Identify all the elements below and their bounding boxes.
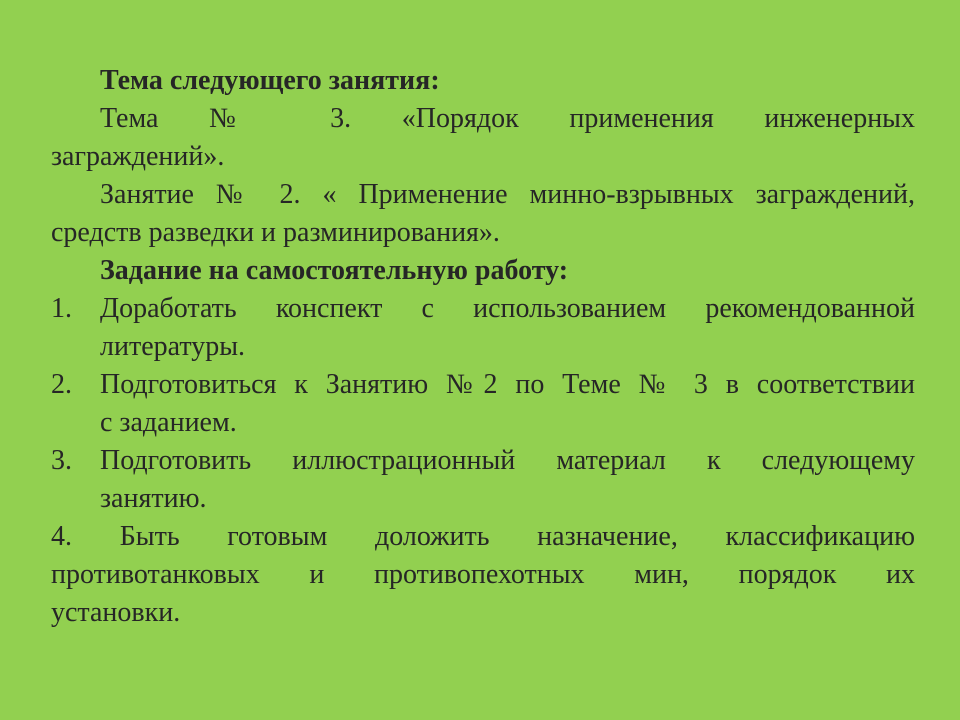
task-item-2 — [51, 366, 915, 442]
task-number: 3. — [51, 445, 72, 476]
task-text-line-2: с заданием. — [100, 407, 237, 438]
task-text — [100, 290, 915, 366]
task4-line-3: установки. — [51, 597, 181, 628]
lesson-paragraph — [51, 176, 915, 252]
task-text-line-1: Подготовить иллюстрационный материал к следующему — [100, 445, 915, 476]
task-text-line-2: литературы. — [100, 331, 246, 362]
task-text — [100, 366, 915, 442]
task-item-3 — [51, 442, 915, 518]
slide-content — [51, 62, 915, 632]
task-number: 2. — [51, 369, 72, 400]
next-lesson-heading: Тема следующего занятия: — [100, 65, 440, 96]
topic-paragraph — [51, 100, 915, 176]
task-item-1 — [51, 290, 915, 366]
task4-line-1: 4. Быть готовым доложить назначение, классификацию — [51, 521, 915, 552]
task4-line-2: противотанковых и противопехотных мин, порядок их — [51, 559, 915, 590]
task-text-line-1: Доработать конспект с использованием рекомендованной — [100, 293, 915, 324]
topic-line-2: заграждений». — [51, 141, 225, 172]
task-text-line-2: занятию. — [100, 483, 207, 514]
task-text-line-1: Подготовиться к Занятию №2 по Теме № 3 в соответствии — [100, 369, 915, 400]
task-number: 1. — [51, 293, 72, 324]
topic-line-1: Тема № 3. «Порядок применения инженерных — [100, 103, 915, 134]
lesson-line-2: средств разведки и разминирования». — [51, 217, 500, 248]
task-text — [100, 442, 915, 518]
task-item-4 — [51, 518, 915, 632]
lesson-line-1: Занятие № 2. « Применение минно-взрывных заграждений, — [100, 179, 915, 210]
assignment-heading: Задание на самостоятельную работу: — [100, 255, 569, 286]
